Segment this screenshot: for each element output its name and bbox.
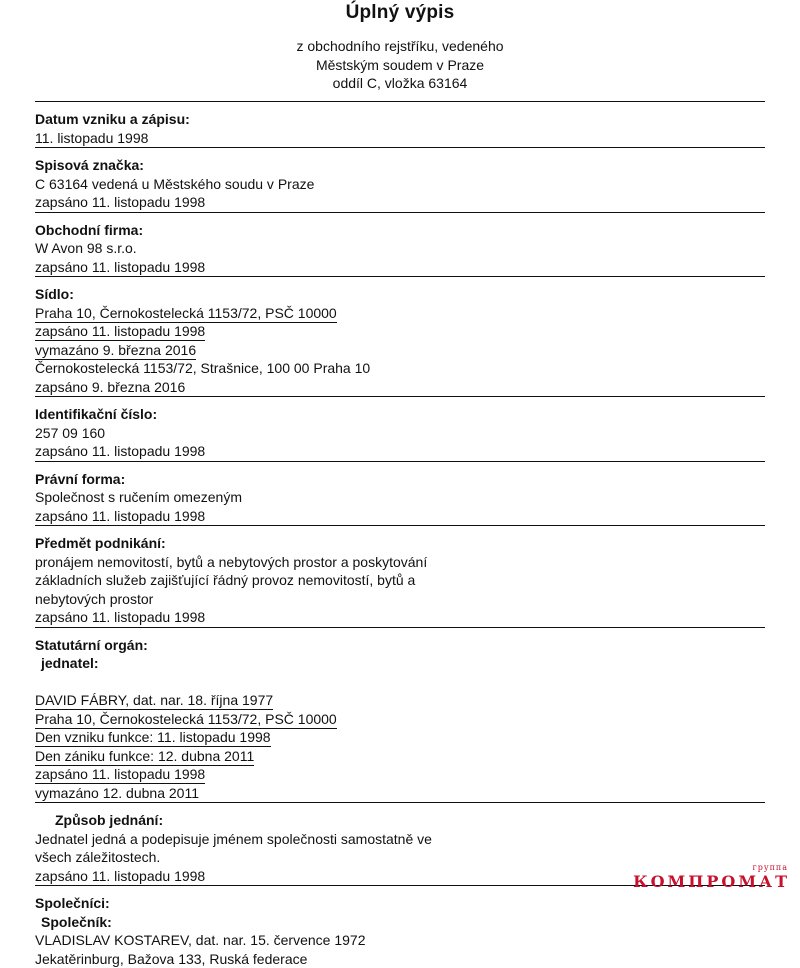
subtitle-line-2: Městským soudem v Praze xyxy=(0,56,800,75)
register-extract xyxy=(35,101,765,968)
section-value-line: nebytových prostor xyxy=(35,590,765,609)
person-address: Jekatěrinburg, Bažova 133, Ruská federace xyxy=(35,950,765,968)
section-label: Předmět podnikání: xyxy=(35,534,765,553)
recorded-date: zapsáno 11. listopadu 1998 xyxy=(35,193,765,212)
section-value-line: základních služeb zajišťující řádný provoz nemovitostí, bytů a xyxy=(35,571,765,590)
section-sublabel: jednatel: xyxy=(35,654,765,673)
section-predmet-podnikani xyxy=(35,526,765,627)
section-sublabel: Společník: xyxy=(35,913,765,932)
function-start: Den vzniku funkce: 11. listopadu 1998 xyxy=(35,729,271,747)
function-end: Den zániku funkce: 12. dubna 2011 xyxy=(35,748,254,766)
recorded-date: zapsáno 11. listopadu 1998 xyxy=(35,258,765,277)
subtitle-line-3: oddíl C, vložka 63164 xyxy=(0,74,800,93)
section-value-line: pronájem nemovitostí, bytů a nebytových prostor a poskytování xyxy=(35,553,765,572)
deleted-date: vymazáno 12. dubna 2011 xyxy=(35,785,199,803)
section-value: W Avon 98 s.r.o. xyxy=(35,239,765,258)
section-value: 11. listopadu 1998 xyxy=(35,129,765,148)
subtitle-line-1: z obchodního rejstříku, vedeného xyxy=(0,37,800,56)
section-identifikacni-cislo xyxy=(35,397,765,461)
section-spolecnici xyxy=(35,886,765,968)
section-label: Spisová značka: xyxy=(35,156,765,175)
section-label: Společníci: xyxy=(35,894,765,913)
section-value-line: Jednatel jedná a podepisuje jménem společnosti samostatně ve xyxy=(35,830,765,849)
section-value-line: všech záležitostech. xyxy=(35,848,765,867)
section-value: Černokostelecká 1153/72, Strašnice, 100 00 Praha 10 xyxy=(35,359,765,378)
old-recorded-date: zapsáno 11. listopadu 1998 xyxy=(35,323,205,341)
recorded-date: zapsáno 9. března 2016 xyxy=(35,378,765,397)
document-title: Úplný výpis xyxy=(0,2,800,24)
section-value: Společnost s ručením omezeným xyxy=(35,488,765,507)
old-address: Praha 10, Černokostelecká 1153/72, PSČ 10000 xyxy=(35,305,337,323)
person-address: Praha 10, Černokostelecká 1153/72, PSČ 10000 xyxy=(35,711,337,729)
document-subtitle xyxy=(0,37,800,93)
watermark-small-text: группа xyxy=(753,863,788,872)
recorded-date: zapsáno 11. listopadu 1998 xyxy=(35,442,765,461)
person-name: DAVID FÁBRY, dat. nar. 18. října 1977 xyxy=(35,692,273,710)
recorded-date: zapsáno 11. listopadu 1998 xyxy=(35,766,205,784)
recorded-date: zapsáno 11. listopadu 1998 xyxy=(35,507,765,526)
section-value: C 63164 vedená u Městského soudu v Praze xyxy=(35,175,765,194)
deleted-date: vymazáno 9. března 2016 xyxy=(35,342,196,360)
section-spisova-znacka xyxy=(35,148,765,212)
section-value: 257 09 160 xyxy=(35,424,765,443)
section-statutarni-organ xyxy=(35,628,765,803)
section-label: Datum vzniku a zápisu: xyxy=(35,110,765,129)
section-sidlo xyxy=(35,277,765,396)
section-obchodni-firma xyxy=(35,213,765,277)
section-label: Právní forma: xyxy=(35,470,765,489)
section-label: Identifikační číslo: xyxy=(35,405,765,424)
recorded-date: zapsáno 11. listopadu 1998 xyxy=(35,867,765,886)
section-datum-vzniku xyxy=(35,102,765,147)
section-label: Způsob jednání: xyxy=(35,811,765,830)
watermark-logo xyxy=(633,872,790,891)
section-label: Obchodní firma: xyxy=(35,221,765,240)
recorded-date: zapsáno 11. listopadu 1998 xyxy=(35,608,765,627)
section-pravni-forma xyxy=(35,462,765,526)
person-name: VLADISLAV KOSTAREV, dat. nar. 15. července 1972 xyxy=(35,931,765,950)
section-label: Statutární orgán: xyxy=(35,636,765,655)
section-label: Sídlo: xyxy=(35,285,765,304)
watermark-main-text: КОМПРОМАТ xyxy=(633,872,790,891)
